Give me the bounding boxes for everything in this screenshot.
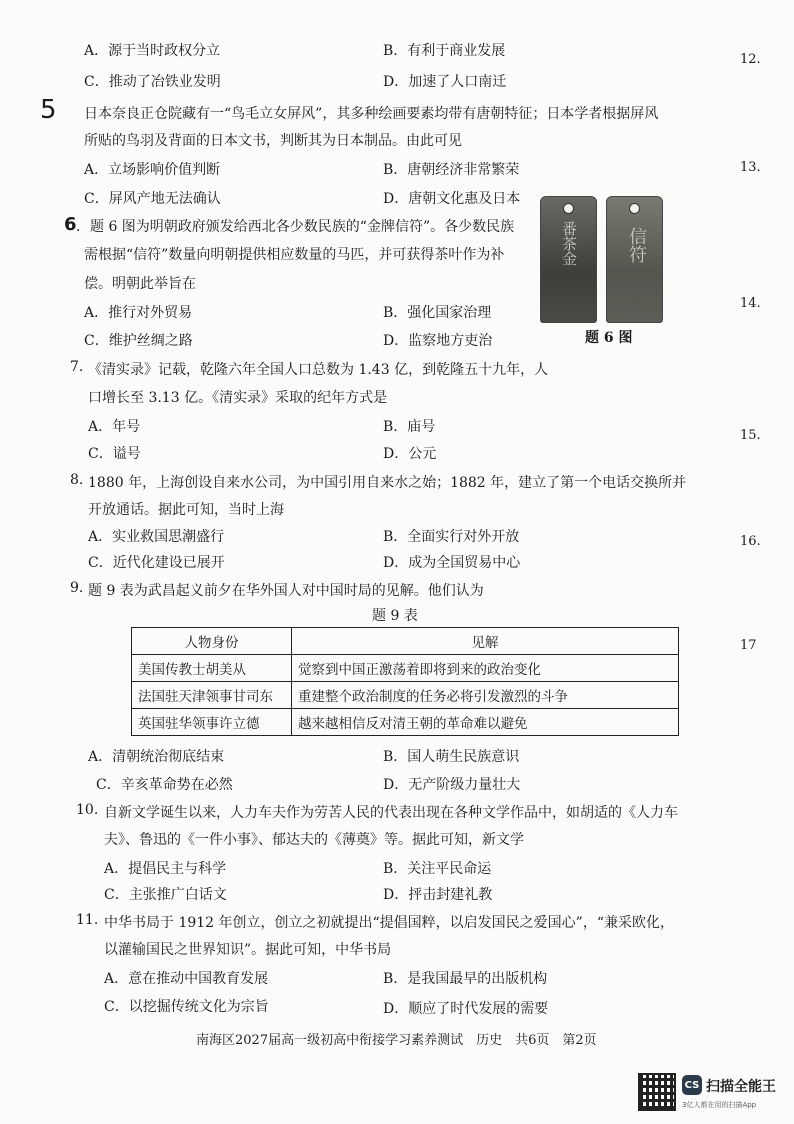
q9-number: 9. (70, 580, 84, 596)
scanner-tagline: 3亿人都在用的扫描App (682, 1101, 757, 1109)
q6-option-b: B．强化国家治理 (383, 305, 492, 321)
table-cell: 重建整个政治制度的任务必将引发激烈的斗争 (292, 682, 679, 709)
q7-line1: 《清实录》记载，乾隆六年全国人口总数为 1.43 亿，到乾隆五十九年，人 (88, 362, 549, 378)
table-cell: 法国驻天津领事甘司东 (132, 682, 292, 709)
gold-tally-front-image (540, 196, 597, 323)
table-row (132, 655, 679, 682)
table-row (132, 682, 679, 709)
q6-option-c: C．维护丝绸之路 (84, 333, 193, 349)
q8-line2: 开放通话。据此可知，当时上海 (88, 502, 284, 518)
q7-number: 7. (70, 359, 84, 375)
q8-line1: 1880 年，上海创设自来水公司，为中国引用自来水之始；1882 年，建立了第一个电话交换所并 (88, 475, 687, 491)
q11-option-d: D．顺应了时代发展的需要 (383, 1001, 549, 1017)
camscanner-logo-icon: CS (682, 1075, 702, 1095)
side-question-number: 17 (740, 638, 757, 653)
q9-option-d: D．无产阶级力量壮大 (383, 777, 521, 793)
q5-line2: 所贴的鸟羽及背面的日本文书，判断其为日本制品。由此可见 (84, 133, 462, 149)
q7-option-c: C．谥号 (88, 446, 141, 462)
q11-option-c: C．以挖掘传统文化为宗旨 (104, 999, 269, 1015)
q8-number: 8. (70, 472, 84, 488)
q11-line1: 中华书局于 1912 年创立，创立之初就提出“提倡国粹，以启发国民之爱国心”，“兼采欧化， (104, 915, 674, 931)
q10-option-c: C．主张推广白话文 (104, 887, 227, 903)
q8-option-a: A．实业救国思潮盛行 (88, 529, 225, 545)
q9-table (131, 627, 679, 736)
tally-hole (629, 203, 640, 214)
q10-number: 10. (76, 802, 99, 818)
q9-table-title: 题 9 表 (372, 608, 418, 624)
q10-line2: 夫》、鲁迅的《一件小事》、郁达夫的《薄奠》等。据此可知，新文学 (104, 832, 524, 848)
q10-option-d: D．抨击封建礼教 (383, 887, 493, 903)
table-header-cell: 见解 (292, 628, 679, 655)
q9-line1: 题 9 表为武昌起义前夕在华外国人对中国时局的见解。他们认为 (88, 583, 484, 599)
q4-option-b: B．有利于商业发展 (383, 43, 506, 59)
tally-right-inscription: 信符 (626, 227, 647, 263)
q11-option-b: B．是我国最早的出版机构 (383, 971, 548, 987)
q8-option-d: D．成为全国贸易中心 (383, 555, 521, 571)
q6-line1: ．题 6 图为明朝政府颁发给西北各少数民族的“金牌信符”。各少数民族 (76, 219, 515, 235)
side-question-number: 16. (740, 534, 761, 549)
scanner-app-name: 扫描全能王 (706, 1079, 776, 1095)
q5-line1: 日本奈良正仓院藏有一“鸟毛立女屏风”，其多种绘画要素均带有唐朝特征；日本学者根据屏风 (84, 106, 659, 122)
side-question-number: 12. (740, 52, 761, 67)
q6-option-a: A．推行对外贸易 (84, 305, 193, 321)
q5-option-b: B．唐朝经济非常繁荣 (383, 162, 520, 178)
q6-option-d: D．监察地方吏治 (383, 333, 493, 349)
tally-hole (563, 203, 574, 214)
table-row (132, 709, 679, 736)
page-footer: 南海区2027届高一级初高中衔接学习素养测试 历史 共6页 第2页 (196, 1033, 597, 1048)
side-question-number: 14. (740, 296, 761, 311)
q5-number: 5 (40, 95, 57, 125)
table-header-row (132, 628, 679, 655)
q9-option-a: A．清朝统治彻底结束 (88, 749, 225, 765)
q7-option-a: A．年号 (88, 419, 141, 435)
q6-number: 6 (64, 214, 77, 235)
qr-code-icon (638, 1073, 676, 1111)
q6-line2: 需根据“信符”数量向明朝提供相应数量的马匹，并可获得茶叶作为补 (84, 247, 505, 263)
table-cell: 越来越相信反对清王朝的革命难以避免 (292, 709, 679, 736)
q7-option-d: D．公元 (383, 446, 437, 462)
table-cell: 美国传教士胡美从 (132, 655, 292, 682)
q8-option-b: B．全面实行对外开放 (383, 529, 520, 545)
q11-line2: 以灌输国民之世界知识”。据此可知，中华书局 (104, 942, 392, 958)
q9-option-c: C．辛亥革命势在必然 (96, 777, 233, 793)
q6-line3: 偿。明朝此举旨在 (84, 276, 196, 292)
gold-tally-back-image (606, 196, 663, 323)
q4-option-c: C．推动了冶铁业发明 (84, 74, 221, 90)
q7-option-b: B．庙号 (383, 419, 436, 435)
q4-option-d: D．加速了人口南迁 (383, 74, 507, 90)
side-question-number: 13. (740, 160, 761, 175)
side-question-number: 15. (740, 428, 761, 443)
q10-option-b: B．关注平民命运 (383, 861, 492, 877)
q8-option-c: C．近代化建设已展开 (88, 555, 225, 571)
q6-figure-caption: 题 6 图 (585, 330, 633, 346)
q11-option-a: A．意在推动中国教育发展 (104, 971, 269, 987)
q9-option-b: B．国人萌生民族意识 (383, 749, 520, 765)
q4-option-a: A．源于当时政权分立 (84, 43, 221, 59)
q7-line2: 口增长至 3.13 亿。《清实录》采取的纪年方式是 (88, 390, 388, 406)
q5-option-d: D．唐朝文化惠及日本 (383, 191, 521, 207)
table-header-cell: 人物身份 (132, 628, 292, 655)
tally-left-inscription: 番茶金 (560, 221, 578, 266)
q5-option-a: A．立场影响价值判断 (84, 162, 221, 178)
table-cell: 觉察到中国正激荡着即将到来的政治变化 (292, 655, 679, 682)
q5-option-c: C．屏风产地无法确认 (84, 191, 221, 207)
q10-line1: 自新文学诞生以来，人力车夫作为劳苦人民的代表出现在各种文学作品中，如胡适的《人力车 (104, 805, 678, 821)
table-cell: 英国驻华领事许立德 (132, 709, 292, 736)
q10-option-a: A．提倡民主与科学 (104, 861, 227, 877)
q11-number: 11. (76, 912, 99, 928)
